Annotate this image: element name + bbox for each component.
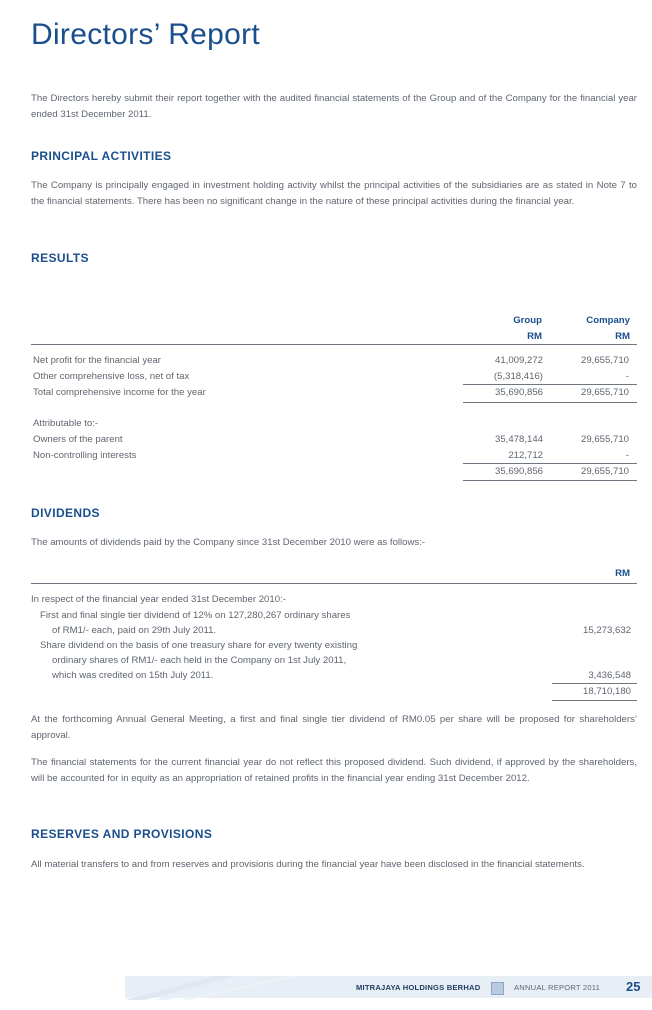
results-col-group-header: Group	[513, 315, 542, 326]
results-col-company-unit: RM	[615, 331, 630, 342]
table-row	[31, 448, 637, 464]
page-number: 25	[626, 979, 641, 994]
table-row	[31, 385, 637, 401]
footer-square-icon	[491, 982, 504, 995]
total-rule	[463, 480, 637, 481]
row-label: Non-controlling interests	[33, 450, 137, 461]
total-rule	[463, 402, 637, 403]
dividends-paragraph-1: At the forthcoming Annual General Meeting, a first and final single tier dividend of RM0.05 per share will be proposed for shareholders’ approval.	[31, 714, 637, 741]
dividend-amount: 15,273,632	[582, 625, 631, 636]
row-label: Other comprehensive loss, net of tax	[33, 371, 190, 382]
dividend-total: 18,710,180	[582, 686, 631, 697]
results-heading: RESULTS	[31, 251, 89, 265]
table-row	[31, 464, 637, 480]
dividend-line-text: which was credited on 15th July 2011.	[52, 670, 214, 681]
list-item	[31, 653, 635, 669]
group-value: 35,690,856	[494, 387, 543, 398]
results-col-group-unit: RM	[527, 331, 542, 342]
group-value: 35,478,144	[494, 434, 543, 445]
list-item	[31, 684, 635, 700]
reserves-heading: RESERVES AND PROVISIONS	[31, 827, 213, 841]
row-label: Total comprehensive income for the year	[33, 387, 206, 398]
dividends-heading: DIVIDENDS	[31, 506, 100, 520]
results-col-company-header: Company	[586, 315, 630, 326]
company-value: 29,655,710	[580, 387, 629, 398]
group-value: 41,009,272	[494, 355, 543, 366]
total-rule	[552, 700, 637, 701]
group-value: (5,318,416)	[493, 371, 543, 382]
dividend-line-text: First and final single tier dividend of 12% on 127,280,267 ordinary shares	[40, 610, 351, 621]
list-item	[31, 668, 635, 684]
table-row	[31, 432, 637, 448]
group-value: 212,712	[508, 450, 543, 461]
company-value: 29,655,710	[580, 355, 629, 366]
group-value: 35,690,856	[494, 466, 543, 477]
principal-activities-text: The Company is principally engaged in investment holding activity whilst the principal activities of the subsidiaries are as stated in Note 7 to the financial statements. There has been no significant change in the nature of these principal activities during the financial year.	[31, 180, 637, 207]
list-item	[31, 638, 635, 654]
company-value: -	[625, 450, 629, 461]
dividends-unit-header: RM	[615, 568, 630, 579]
dividend-line-text: Share dividend on the basis of one treasury share for every twenty existing	[40, 640, 358, 651]
table-row	[31, 353, 637, 369]
results-header-rule	[31, 344, 637, 345]
table-row	[31, 369, 637, 385]
reserves-text: All material transfers to and from reserves and provisions during the financial year have been disclosed in the financial statements.	[31, 859, 585, 870]
page-title: Directors’ Report	[31, 18, 261, 51]
footer-report-label: ANNUAL REPORT 2011	[514, 983, 601, 992]
principal-activities-heading: PRINCIPAL ACTIVITIES	[31, 149, 172, 163]
dividend-line-text: of RM1/- each, paid on 29th July 2011.	[52, 625, 217, 636]
company-value: 29,655,710	[580, 466, 629, 477]
list-item	[31, 608, 635, 624]
row-label: Owners of the parent	[33, 434, 123, 445]
dividend-amount: 3,436,548	[588, 670, 631, 681]
list-item	[31, 592, 635, 608]
dividends-paragraph-2: The financial statements for the current financial year do not reflect this proposed dividend. Such dividend, if approved by the shareholders, will be accounted for in equity as an appropriation of retained profits in the financial year ending 31st December 2012.	[31, 757, 637, 784]
dividends-header-rule	[31, 583, 637, 584]
dividend-line-text: ordinary shares of RM1/- each held in the Company on 1st July 2011,	[52, 655, 347, 666]
footer-company-name: MITRAJAYA HOLDINGS BERHAD	[356, 983, 481, 992]
dividend-line-text: In respect of the financial year ended 31st December 2010:-	[31, 594, 286, 605]
table-row	[31, 416, 637, 432]
row-label: Attributable to:-	[33, 418, 99, 429]
intro-paragraph: The Directors hereby submit their report together with the audited financial statements of the Group and of the Company for the financial year ended 31st December 2011.	[31, 93, 637, 120]
company-value: -	[625, 371, 629, 382]
company-value: 29,655,710	[580, 434, 629, 445]
footer-stripe-graphic	[0, 972, 360, 1002]
list-item	[31, 623, 635, 639]
row-label: Net profit for the financial year	[33, 355, 161, 366]
dividends-intro: The amounts of dividends paid by the Company since 31st December 2010 were as follows:-	[31, 537, 426, 548]
